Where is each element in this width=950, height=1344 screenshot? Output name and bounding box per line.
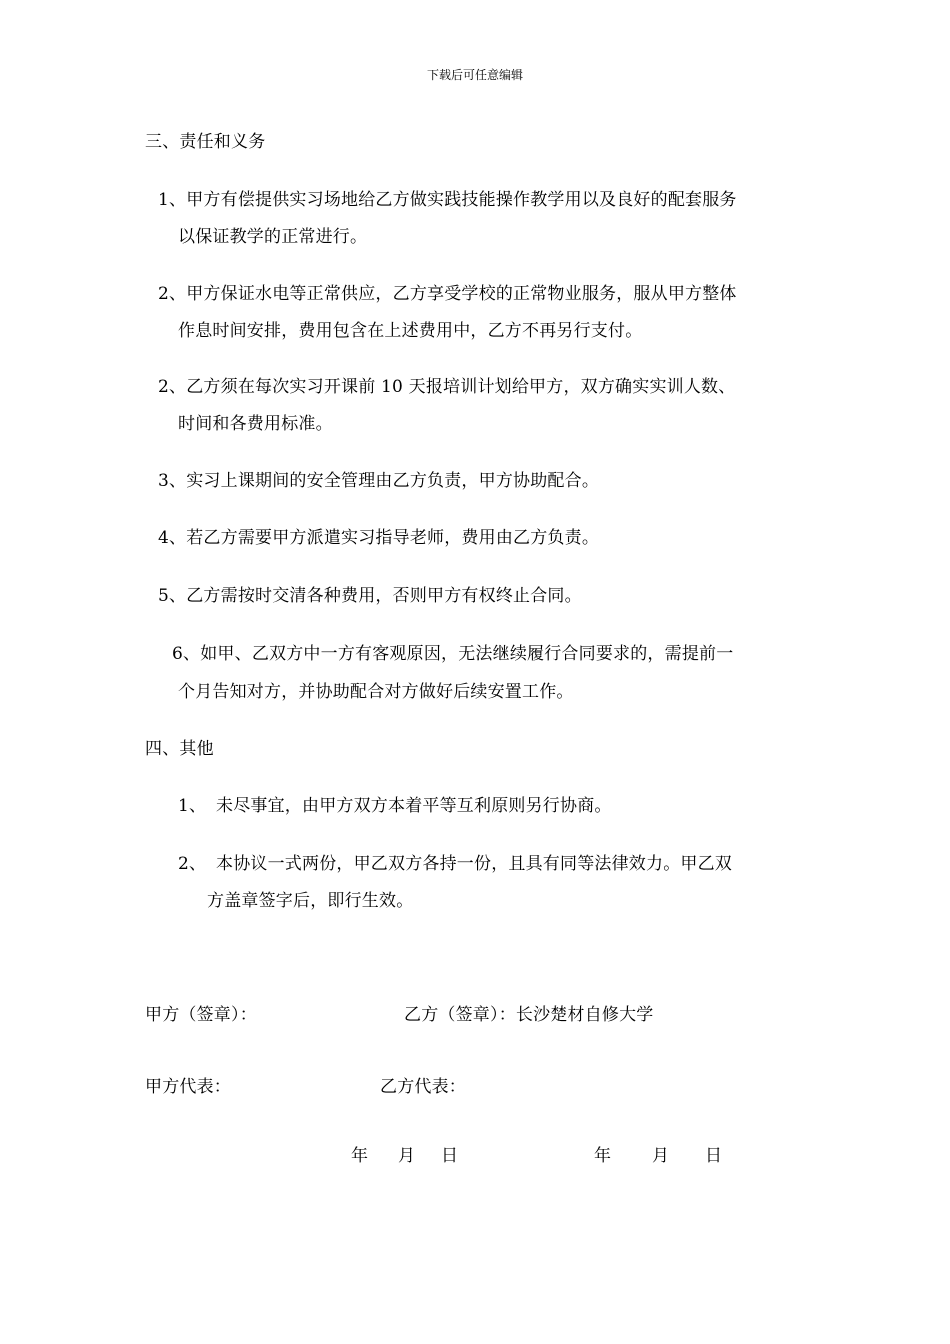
list-item-continuation: 作息时间安排，费用包含在上述费用中，乙方不再另行支付。 bbox=[178, 321, 643, 341]
date-a-month: 月 bbox=[398, 1146, 416, 1166]
list-item-number: 1、 bbox=[178, 796, 207, 816]
party-b-seal-label: 乙方（签章）：长沙楚材自修大学 bbox=[404, 1005, 654, 1025]
date-b-year: 年 bbox=[594, 1146, 612, 1166]
list-item-number: 2、 bbox=[178, 854, 207, 874]
party-a-seal-label: 甲方（签章）： bbox=[145, 1005, 257, 1025]
list-item: 5、乙方需按时交清各种费用，否则甲方有权终止合同。 bbox=[158, 586, 582, 606]
list-item-continuation: 方盖章签字后，即行生效。 bbox=[207, 891, 414, 911]
list-item: 未尽事宜，由甲方双方本着平等互利原则另行协商。 bbox=[216, 796, 612, 816]
list-item: 4、若乙方需要甲方派遣实习指导老师，费用由乙方负责。 bbox=[158, 528, 600, 548]
party-a-representative-label: 甲方代表： bbox=[145, 1077, 231, 1097]
list-item: 6、如甲、乙双方中一方有客观原因，无法继续履行合同要求的，需提前一 bbox=[172, 644, 734, 664]
list-item: 本协议一式两份，甲乙双方各持一份，且具有同等法律效力。甲乙双 bbox=[216, 854, 732, 874]
section-title: 四、其他 bbox=[145, 739, 214, 759]
date-a-day: 日 bbox=[441, 1146, 459, 1166]
date-b-month: 月 bbox=[652, 1146, 670, 1166]
date-a-year: 年 bbox=[351, 1146, 369, 1166]
section-title: 三、责任和义务 bbox=[145, 132, 266, 152]
list-item: 1、甲方有偿提供实习场地给乙方做实践技能操作教学用以及良好的配套服务 bbox=[158, 190, 737, 210]
list-item: 3、实习上课期间的安全管理由乙方负责，甲方协助配合。 bbox=[158, 471, 600, 491]
list-item-continuation: 时间和各费用标准。 bbox=[178, 414, 333, 434]
party-b-representative-label: 乙方代表： bbox=[380, 1077, 466, 1097]
date-b-day: 日 bbox=[705, 1146, 723, 1166]
list-item: 2、甲方保证水电等正常供应，乙方享受学校的正常物业服务，服从甲方整体 bbox=[158, 284, 737, 304]
list-item-continuation: 以保证教学的正常进行。 bbox=[178, 227, 368, 247]
header-note: 下载后可任意编辑 bbox=[426, 68, 523, 82]
list-item: 2、乙方须在每次实习开课前 10 天报培训计划给甲方，双方确实实训人数、 bbox=[158, 377, 736, 397]
list-item-continuation: 个月告知对方，并协助配合对方做好后续安置工作。 bbox=[178, 682, 574, 702]
